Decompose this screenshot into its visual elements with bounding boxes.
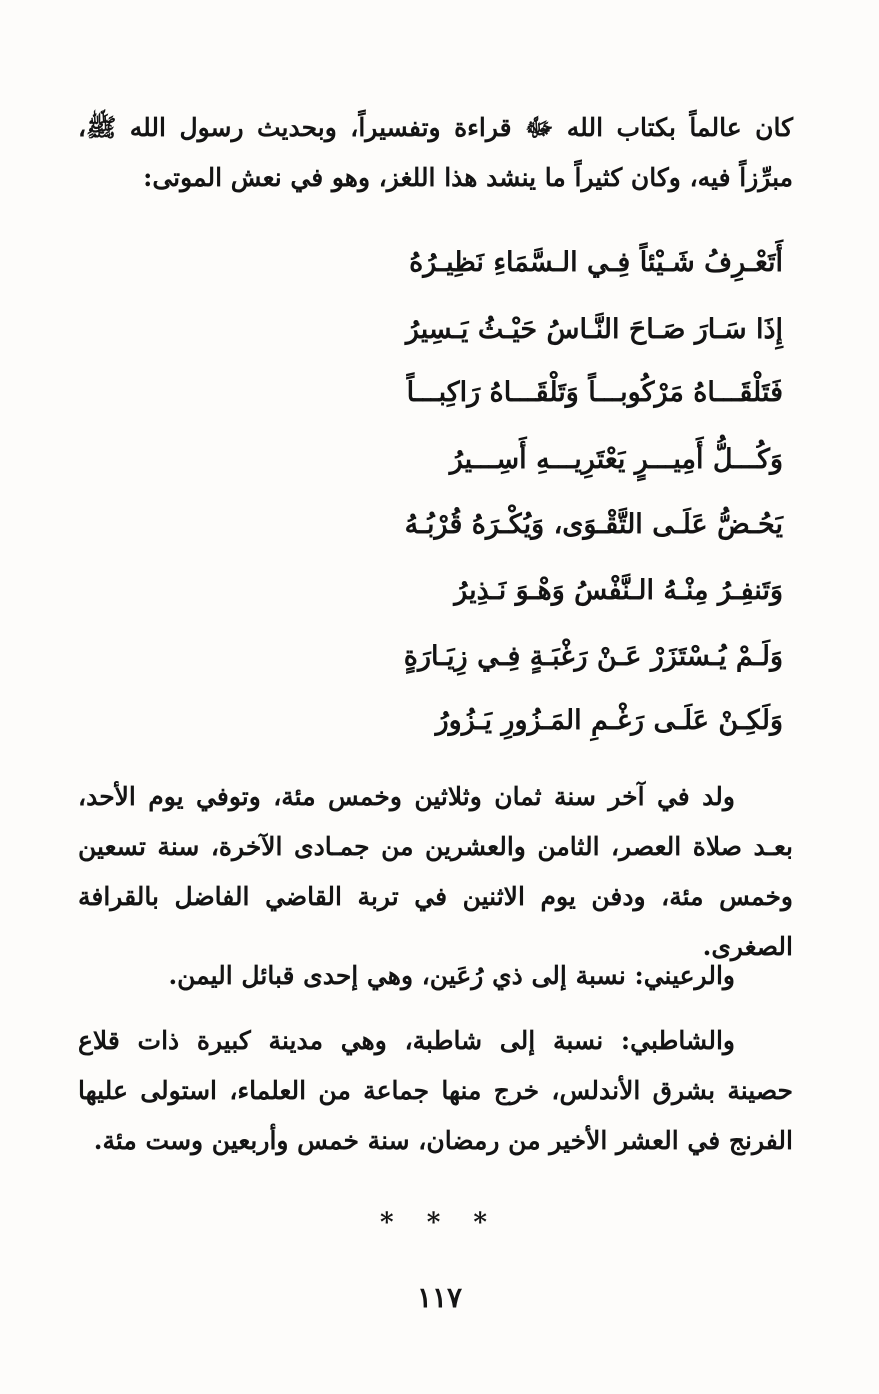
biography-paragraph: ولد في آخر سنة ثمان وثلاثين وخمس مئة، وتوفي يوم الأحد، بعـد صلاة العصر، الثامن والعشرين من جمـادى الآخرة، سنة تسعين وخمس مئة، ودفن يوم الاثنين في تربة القاضي الفاضل بالقرافة الصغرى. xyxy=(78,782,793,961)
poem-line: إِذَا سَـارَ صَـاحَ النَّـاسُ حَيْـثُ يَـسِيرُ xyxy=(405,314,783,345)
ruayni-paragraph: والرعيني: نسبة إلى ذي رُعَين، وهي إحدى قبائل اليمن. xyxy=(168,961,735,990)
intro-paragraph: كان عالماً بكتاب الله ﷻ قراءة وتفسيراً، وبحديث رسول الله ﷺ، مبرِّزاً فيه، وكان كثيراً ما ينشد هذا اللغز، وهو في نعش الموتى: xyxy=(78,113,793,192)
poem-line: وَتَنفِـرُ مِنْـهُ الـنَّفْسُ وَهْـوَ نَـذِيرُ xyxy=(454,575,783,606)
poem-line: أَتَعْـرِفُ شَـيْئاً فِـي الـسَّمَاءِ نَظِيـرُهُ xyxy=(409,247,783,278)
section-separator: * * * xyxy=(380,1208,499,1238)
poem-line: يَحُـضُّ عَلَـى التَّقْـوَى، وَيُكْـرَهُ قُرْبُـهُ xyxy=(404,509,783,540)
poem-line: وَلَكِـنْ عَلَـى رَغْـمِ المَـزُورِ يَـزُورُ xyxy=(435,705,783,736)
poem-line: وَكُـــلُّ أَمِيـــرٍ يَعْتَرِيـــهِ أَسِـــيرُ xyxy=(449,444,783,475)
shatibi-paragraph: والشاطبي: نسبة إلى شاطبة، وهي مدينة كبيرة ذات قلاع حصينة بشرق الأندلس، خرج منها جماعة من العلماء، استولى عليها الفرنج في العشر الأخير من رمضان، سنة خمس وأربعين وست مئة. xyxy=(78,1026,793,1155)
poem-line: فَتَلْقَـــاهُ مَرْكُوبـــاً وَتَلْقَـــاهُ رَاكِبـــاً xyxy=(406,377,783,408)
page-number: ١١٧ xyxy=(416,1281,463,1314)
poem-line: وَلَـمْ يُـسْتَزَرْ عَـنْ رَغْبَـةٍ فِـي زِيَـارَةٍ xyxy=(403,641,783,672)
